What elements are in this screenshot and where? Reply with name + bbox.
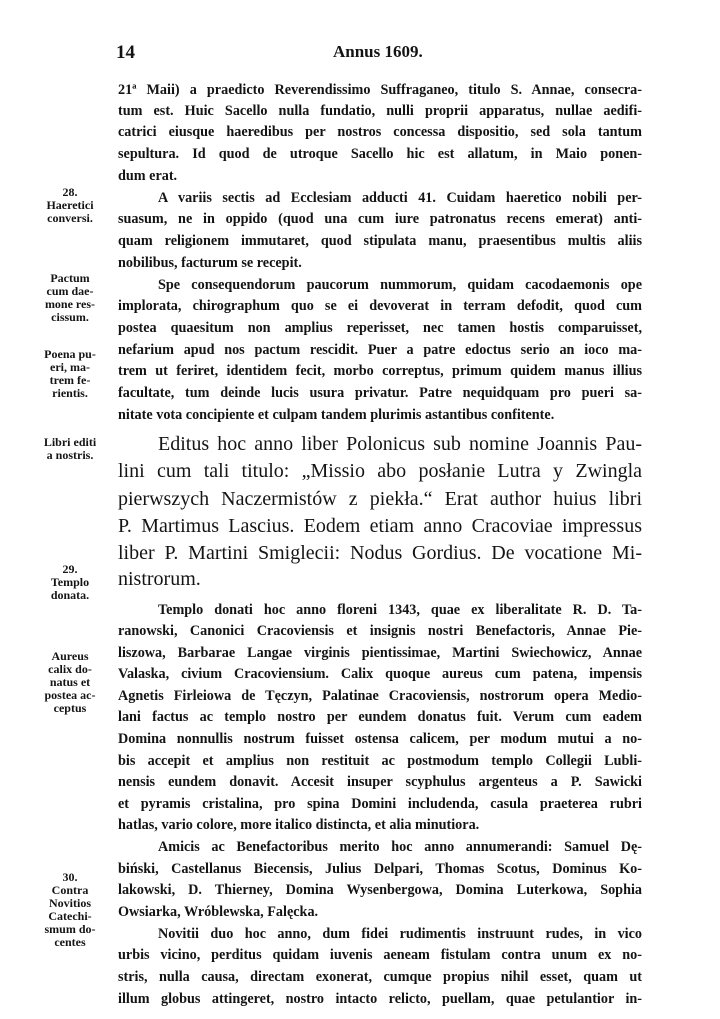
text-line: sepultura. Id quod de utroque Sacello hic est allatum, in Maio ponen- <box>118 146 642 162</box>
text-line: Valaska, civium Cracoviensium. Calix quoque aureus cum patena, impensis <box>118 666 642 682</box>
margin-note: 29. Templo donata. <box>50 562 90 602</box>
text-line: liszowa, Barbarae Langae virginis pientissimae, Martini Swiechowicz, Annae <box>118 645 642 661</box>
text-line: nistrorum. <box>118 568 201 590</box>
text-line: biński, Castellanus Biecensis, Julius Delpari, Thomas Scotus, Dominus Ko- <box>118 861 642 877</box>
text-line: Amicis ac Benefactoribus merito hoc anno annumerandi: Samuel Dę- <box>158 839 642 855</box>
text-line: nefarium apud nos pactum rescidit. Puer a patre edoctus serio an ioco ma- <box>118 342 642 358</box>
text-line: nensis eundem donavit. Accesit insuper scyphulus argenteus a P. Sawicki <box>118 774 642 790</box>
margin-note: 30. Contra Novitios Catechi- smum do- centes <box>44 870 96 949</box>
text-line: tum est. Huic Sacello nulla fundatio, nulli proprii apparatus, nullae aedifi- <box>118 103 642 119</box>
text-line: Templo donati hoc anno floreni 1343, quae ex liberalitate R. D. Ta- <box>158 602 642 618</box>
text-line: catrici eiusque haeredibus per nostros concessa dispositio, sed sola tantum <box>118 124 642 140</box>
text-line: Editus hoc anno liber Polonicus sub nomine Joannis Pau- <box>158 433 642 455</box>
text-line: Agnetis Firleiowa de Tęczyn, Palatinae Cracoviensis, nostrorum opera Medio- <box>118 688 642 704</box>
text-line: bis accepit et amplius non restituit ac postmodum templo Collegii Lubli- <box>118 753 642 769</box>
text-line: nitate vota concipiente et culpam tandem plurimis astantibus confitente. <box>118 407 555 423</box>
text-line: suasum, ne in oppido (quod una cum iure patronatus recens emerat) anti- <box>118 211 642 227</box>
text-line: illum globus attingeret, nostro intacto relicto, puellam, quae petulantior in- <box>118 991 642 1007</box>
margin-note: Poena pu- eri, ma- trem fe- rientis. <box>44 347 96 400</box>
text-line: dum erat. <box>118 168 178 184</box>
text-line: quam religionem immutaret, quod stipulata manu, praesentibus multis aliis <box>118 233 642 249</box>
text-line: P. Martimus Lascius. Eodem etiam anno Cracoviae impressus <box>118 515 642 537</box>
text-line: Spe consequendorum paucorum nummorum, quidam cacodaemonis ope <box>158 277 642 293</box>
page-number: 14 <box>116 42 135 63</box>
text-line: pierwszych Naczermistów z piekła.“ Erat author huius libri <box>118 488 642 510</box>
text-line: Novitii duo hoc anno, dum fidei rudimentis instruunt rudes, in vico <box>158 926 642 942</box>
margin-note: Aureus calix do- natus et postea ac- ceptus <box>44 649 96 715</box>
running-head: Annus 1609. <box>333 42 423 61</box>
text-line: lini cum tali titulo: „Missio abo posłanie Lutra y Zwingla <box>118 460 642 482</box>
margin-note: Libri editi a nostris. <box>43 435 97 462</box>
text-line: postea quaesitum non amplius reperisset, nec tamen hostis comparuisset, <box>118 320 642 336</box>
text-line: lani factus ac templo nostro per eundem donatus fuit. Verum cum eadem <box>118 709 642 725</box>
text-line: liber P. Martini Smiglecii: Nodus Gordius. De vocatione Mi- <box>118 542 642 564</box>
text-line: Owsiarka, Wróblewska, Falęcka. <box>118 904 319 920</box>
text-line: urbis vicino, perditus quidam iuvenis aeneam fistulam contra unum ex no- <box>118 947 642 963</box>
margin-note: Pactum cum dae- mone res- cissum. <box>44 271 96 324</box>
text-line: hatlas, vario colore, more italico distincta, et alia minutiora. <box>118 817 480 833</box>
text-line: nobilibus, facturum se recepit. <box>118 255 302 271</box>
text-line: Domina nonnullis nostrum fuisset ostensa calicem, per modum mutui a no- <box>118 731 642 747</box>
text-line: lakowski, D. Thierney, Domina Wysenbergowa, Domina Luterkowa, Sophia <box>118 882 642 898</box>
text-line: trem ut feriret, identidem fecit, morbo correptus, primum quidem manus illius <box>118 363 642 379</box>
text-line: stris, nulla causa, directam exonerat, cumque propius nihil esset, quam ut <box>118 969 642 985</box>
text-line: implorata, chirographum quo se ei devoverat in terram defodit, quod cum <box>118 298 642 314</box>
text-line: facultate, tum deinde lucis usura privatur. Patre nequidquam pro pueri sa- <box>118 385 642 401</box>
text-line: 21ª Maii) a praedicto Reverendissimo Suffraganeo, titulo S. Annae, consecra- <box>118 82 642 98</box>
margin-note: 28. Haeretici conversi. <box>46 185 94 225</box>
text-line: ranowski, Canonici Cracoviensis et insignis nostri Benefactoris, Annae Pie- <box>118 623 642 639</box>
text-line: A variis sectis ad Ecclesiam adducti 41. Cuidam haeretico nobili per- <box>158 190 642 206</box>
text-line: et pyramis cristalina, pro spina Domini includenda, casula praeterea rubri <box>118 796 642 812</box>
